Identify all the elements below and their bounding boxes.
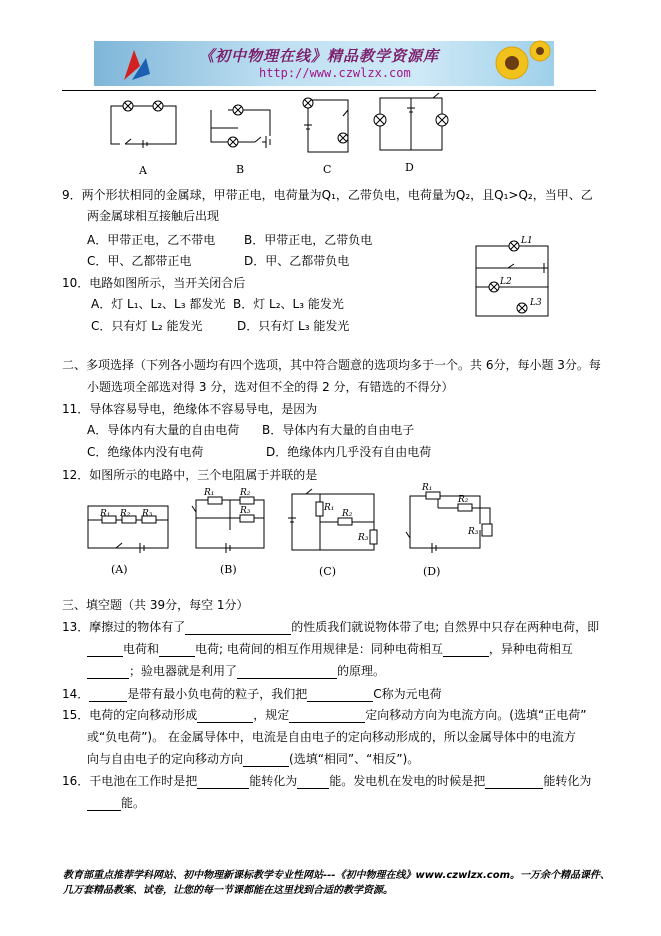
q11-stem: 11．导体容易导电，绝缘体不容易导电，是因为	[62, 402, 318, 416]
svg-text:R₂: R₂	[240, 488, 251, 498]
q13-blank-4[interactable]	[443, 644, 489, 657]
q16-blank-4[interactable]	[87, 798, 121, 811]
q12-label-c: (C)	[319, 565, 336, 578]
q16-blank-3[interactable]	[485, 776, 543, 789]
q13-blank-6[interactable]	[237, 666, 337, 679]
q9-stem-2: 两金属球相互接触后出现	[87, 209, 220, 223]
q9-option-c: C．甲、乙都带正电	[87, 254, 192, 268]
q13-blank-2[interactable]	[87, 644, 123, 657]
circuit-c	[303, 98, 348, 152]
q12-circuit-b	[192, 488, 264, 553]
q11-option-d: D．绝缘体内几乎没有自由电荷	[266, 445, 432, 459]
svg-text:R₂: R₂	[342, 509, 353, 519]
q15-line-2: 或“负电荷”)。 在金属导体中，电流是自由电子的定向移动形成的，所以金属导体中的电流方	[87, 730, 576, 744]
q14-line: 14． 是带有最小负电荷的粒子，我们把 C称为元电荷	[62, 687, 442, 701]
circuits-abcd	[0, 90, 540, 170]
svg-text:R₃: R₃	[358, 533, 369, 543]
q15-blank-3[interactable]	[243, 754, 289, 767]
q16-blank-1[interactable]	[197, 776, 249, 789]
q10-option-b: B．灯 L₂、L₃ 能发光	[233, 297, 344, 311]
q16-blank-2[interactable]	[297, 776, 329, 789]
q9-option-a: A．甲带正电，乙不带电	[87, 233, 216, 247]
q10-circuit	[470, 238, 560, 318]
q9-stem-1: 9．两个形状相同的金属球，甲带正电，电荷量为Q₁，乙带负电，电荷量为Q₂，且Q₁>Q₂，当甲、乙	[62, 188, 593, 202]
svg-text:R₂: R₂	[120, 509, 131, 519]
q12-label-a: (A)	[111, 563, 128, 576]
q10-option-d: D．只有灯 L₃ 能发光	[237, 319, 350, 333]
q12-stem: 12．如图所示的电路中，三个电阻属于并联的是	[62, 468, 318, 482]
section2-heading-1: 二、多项选择（下列各小题均有四个选项，其中符合题意的选项均多于一个。共 6分，每小题 3分。每	[62, 358, 601, 372]
svg-text:R₃: R₃	[468, 527, 479, 537]
q15-blank-1[interactable]	[197, 710, 253, 723]
q11-option-c: C．绝缘体内没有电荷	[87, 445, 204, 459]
q10-option-c: C．只有灯 L₂ 能发光	[91, 319, 203, 333]
site-logo	[116, 44, 156, 84]
circuit-d	[374, 93, 448, 150]
fig-label-c: C	[323, 163, 332, 176]
q12-label-d: (D)	[423, 565, 441, 578]
q10-option-a: A．灯 L₁、L₂、L₃ 都发光	[91, 297, 226, 311]
q9-option-b: B．甲带正电，乙带负电	[244, 233, 373, 247]
q12-label-b: (B)	[220, 563, 237, 576]
q11-option-a: A．导体内有大量的自由电荷	[87, 423, 240, 437]
footer-line-1: 教育部重点推荐学科网站、初中物理新课标教学专业性网站---《初中物理在线》www.czwlzx.com。一万余个精品课件、	[63, 870, 611, 881]
section2-heading-2: 小题选项全部选对得 3 分，选对但不全的得 2 分，有错选的不得分）	[87, 380, 454, 394]
fig-label-b: B	[236, 163, 245, 176]
q10-l3-label: L3	[530, 298, 542, 308]
q11-option-b: B．导体内有大量的自由电子	[262, 423, 415, 437]
q13-blank-1[interactable]	[185, 622, 291, 635]
svg-text:R₁: R₁	[324, 503, 335, 513]
q14-blank-1[interactable]	[89, 689, 127, 702]
svg-text:R₃: R₃	[240, 506, 251, 516]
svg-text:R₁: R₁	[204, 488, 215, 498]
header-banner	[94, 41, 554, 86]
q10-l1-label: L1	[521, 236, 533, 246]
svg-text:R₃: R₃	[142, 509, 153, 519]
q15-line-3: 向与自由电子的定向移动方向 (选填“相同”、“相反”)。	[87, 752, 420, 766]
header-title: 《初中物理在线》精品教学资源库	[199, 47, 440, 65]
q12-circuit-d	[406, 483, 492, 553]
fig-label-a: A	[139, 164, 147, 177]
svg-text:R₂: R₂	[458, 495, 469, 505]
circuit-b	[211, 104, 273, 148]
q12-circuit-c	[288, 489, 377, 550]
q13-line-3: ；验电器就是利用了 的原理。	[87, 663, 385, 679]
circuit-a	[111, 101, 176, 148]
q13-blank-5[interactable]	[87, 666, 129, 679]
q15-blank-2[interactable]	[289, 710, 365, 723]
q13-line-2: 电荷和 电荷; 电荷间的相互作用规律是：同种电荷相互 ，异种电荷相互	[87, 641, 573, 657]
q9-option-d: D．甲、乙都带负电	[244, 254, 350, 268]
header-url[interactable]: http://www.czwlzx.com	[259, 66, 411, 80]
q16-line-2: 能。	[87, 795, 145, 811]
fig-label-d: D	[405, 161, 414, 174]
svg-text:R₁: R₁	[422, 483, 433, 493]
q12-circuits	[80, 482, 540, 572]
footer-line-2: 几万套精品教案、试卷，让您的每一节课都能在这里找到合适的教学资源。	[63, 885, 393, 896]
section3-heading: 三、填空题（共 39分，每空 1分）	[62, 598, 249, 612]
svg-text:R₁: R₁	[100, 509, 111, 519]
q15-line-1: 15．电荷的定向移动形成 ，规定 定向移动方向为电流方向。(选填“正电荷”	[62, 708, 587, 722]
q16-line-1: 16．干电池在工作时是把 能转化为 能。发电机在发电的时候是把 能转化为	[62, 774, 592, 788]
sunflower-image	[482, 41, 552, 86]
q13-line-1: 13．摩擦过的物体有了 的性质我们就说物体带了电; 自然界中只存在两种电荷，即	[62, 620, 600, 634]
q10-stem: 10．电路如图所示，当开关闭合后	[62, 276, 246, 290]
q13-blank-3[interactable]	[159, 644, 195, 657]
q12-circuit-a	[88, 506, 168, 553]
q14-blank-2[interactable]	[307, 689, 373, 702]
q10-l2-label: L2	[500, 277, 512, 287]
